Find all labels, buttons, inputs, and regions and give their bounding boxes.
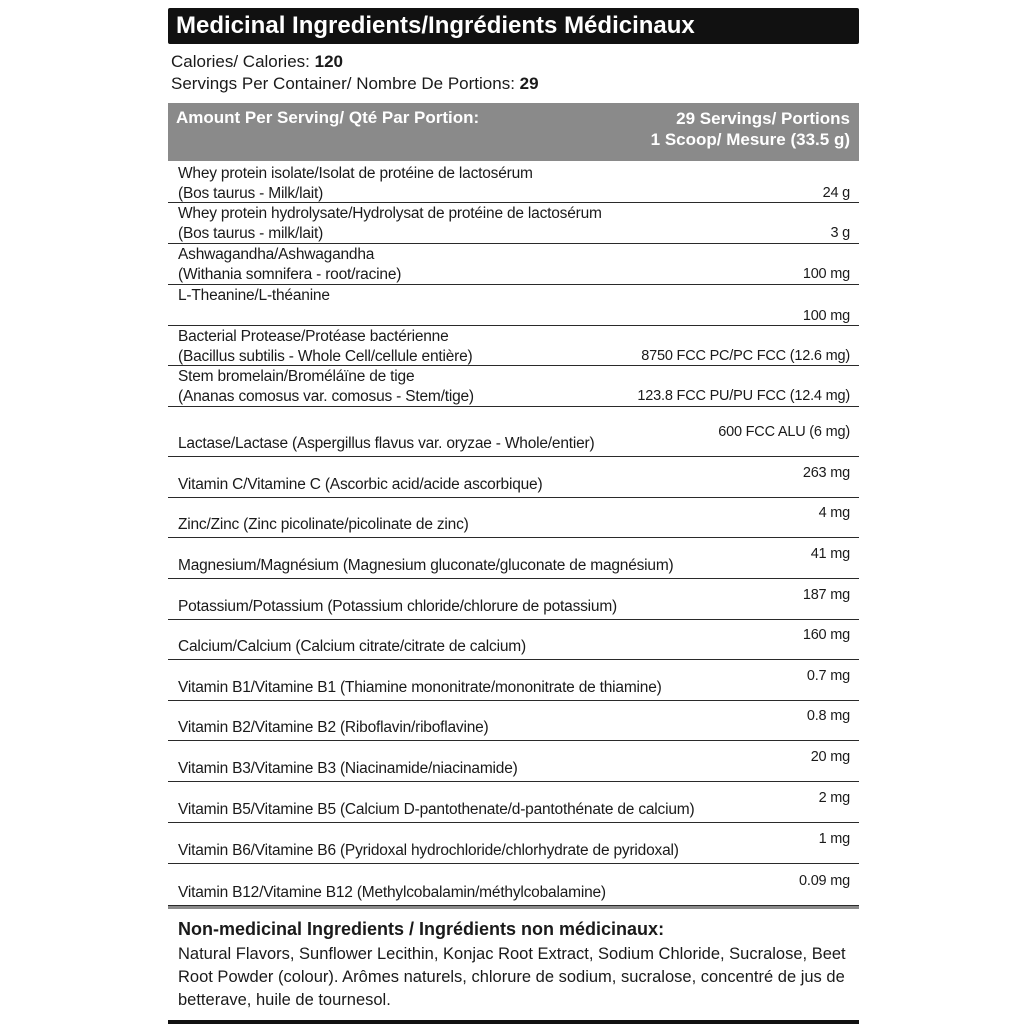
ingredient-name: Vitamin B6/Vitamine B6 (Pyridoxal hydrochloride/chlorhydrate de pyridoxal) (178, 842, 679, 859)
ingredient-amount: 4 mg (818, 505, 850, 521)
ingredient-name: Whey protein isolate/Isolat de protéine de lactosérum (178, 165, 533, 182)
ingredient-row (168, 538, 859, 579)
ingredient-row (168, 660, 859, 701)
ingredient-source: (Ananas comosus var. comosus - Stem/tige) (178, 388, 474, 405)
ingredient-row (168, 498, 859, 538)
calories-label: Calories/ Calories: (171, 52, 315, 71)
ingredient-name: Lactase/Lactase (Aspergillus flavus var. oryzae - Whole/entier) (178, 435, 595, 452)
ingredient-source: (Bacillus subtilis - Whole Cell/cellule entière) (178, 348, 473, 365)
ingredient-amount: 0.7 mg (806, 668, 850, 684)
supplement-facts-panel (168, 8, 859, 1024)
ingredient-name: Zinc/Zinc (Zinc picolinate/picolinate de zinc) (178, 516, 469, 533)
ingredient-row (168, 620, 859, 660)
ingredient-name: Stem bromelain/Broméláïne de tige (178, 368, 415, 385)
ingredient-amount: 263 mg (802, 465, 850, 481)
ingredient-name: Vitamin B2/Vitamine B2 (Riboflavin/riboflavine) (178, 719, 489, 736)
ingredient-amount: 2 mg (818, 790, 850, 806)
ingredient-name: Ashwagandha/Ashwagandha (178, 246, 375, 263)
ingredient-amount: 600 FCC ALU (6 mg) (718, 424, 850, 440)
servings-value: 29 (519, 74, 539, 93)
ingredient-row (168, 285, 859, 326)
ingredient-amount: 123.8 FCC PU/PU FCC (12.4 mg) (637, 388, 850, 404)
ingredient-amount: 20 mg (810, 749, 850, 765)
ingredient-name: Vitamin B5/Vitamine B5 (Calcium D-pantothenate/d-pantothénate de calcium) (178, 801, 695, 818)
ingredient-amount: 8750 FCC PC/PC FCC (12.6 mg) (641, 348, 850, 364)
non-medicinal-text: Natural Flavors, Sunflower Lecithin, Konjac Root Extract, Sodium Chloride, Sucralose, Beet Root Powder (colour). Arômes naturels, chlorure de sodium, sucralose, concentré de jus de betterave, huile de tournesol. (178, 945, 846, 1009)
ingredient-name: Vitamin B12/Vitamine B12 (Methylcobalamin/méthylcobalamine) (178, 884, 606, 901)
servings-portions: 29 Servings/ Portions (676, 109, 850, 128)
ingredient-row (168, 782, 859, 823)
ingredient-name: Calcium/Calcium (Calcium citrate/citrate de calcium) (178, 638, 526, 655)
bottom-rule (168, 1020, 859, 1024)
ingredient-row (168, 701, 859, 741)
ingredient-name: Vitamin B3/Vitamine B3 (Niacinamide/niacinamide) (178, 760, 518, 777)
ingredient-row (168, 163, 859, 203)
ingredient-amount: 3 g (830, 225, 850, 241)
ingredient-amount: 0.8 mg (806, 708, 850, 724)
ingredient-row (168, 823, 859, 864)
ingredient-name: Vitamin C/Vitamine C (Ascorbic acid/acide ascorbique) (178, 476, 543, 493)
ingredient-row (168, 579, 859, 620)
ingredient-amount: 41 mg (810, 546, 850, 562)
ingredient-name: Whey protein hydrolysate/Hydrolysat de protéine de lactosérum (178, 205, 602, 222)
non-medicinal-heading: Non-medicinal Ingredients / Ingrédients non médicinaux: (178, 919, 665, 939)
ingredient-amount: 1 mg (818, 831, 850, 847)
ingredient-row (168, 457, 859, 498)
scoop-size: 1 Scoop/ Mesure (33.5 g) (650, 130, 850, 149)
ingredient-source: (Withania somnifera - root/racine) (178, 266, 402, 283)
ingredient-name: L-Theanine/L-théanine (178, 287, 330, 304)
ingredient-name: Bacterial Protease/Protéase bactérienne (178, 328, 449, 345)
ingredient-amount: 100 mg (802, 308, 850, 324)
ingredient-row (168, 203, 859, 244)
ingredient-name: Potassium/Potassium (Potassium chloride/chlorure de potassium) (178, 598, 618, 615)
ingredient-row (168, 741, 859, 782)
ingredient-amount: 100 mg (802, 266, 850, 282)
ingredient-source: (Bos taurus - Milk/lait) (178, 185, 324, 202)
ingredient-name: Magnesium/Magnésium (Magnesium gluconate/gluconate de magnésium) (178, 557, 674, 574)
non-medicinal-section (168, 906, 859, 1024)
ingredient-row (168, 244, 859, 285)
servings-label: Servings Per Container/ Nombre De Portions: (171, 74, 520, 93)
ingredient-row (168, 864, 859, 906)
ingredient-amount: 24 g (822, 185, 850, 201)
servings-line (171, 74, 539, 94)
ingredient-row (168, 326, 859, 366)
ingredient-amount: 0.09 mg (799, 873, 850, 889)
amount-per-serving-header (168, 103, 859, 161)
amount-per-serving-label: Amount Per Serving/ Qté Par Portion: (176, 108, 480, 127)
ingredient-row (168, 407, 859, 457)
ingredient-amount: 187 mg (802, 587, 850, 603)
calories-line (171, 52, 343, 72)
serving-size-info (651, 108, 850, 150)
ingredient-name: Vitamin B1/Vitamine B1 (Thiamine mononitrate/mononitrate de thiamine) (178, 679, 662, 696)
calories-value: 120 (314, 52, 343, 71)
ingredient-amount: 160 mg (802, 627, 850, 643)
ingredient-source: (Bos taurus - milk/lait) (178, 225, 324, 242)
ingredient-row (168, 366, 859, 407)
panel-title: Medicinal Ingredients/Ingrédients Médicinaux (168, 8, 859, 44)
